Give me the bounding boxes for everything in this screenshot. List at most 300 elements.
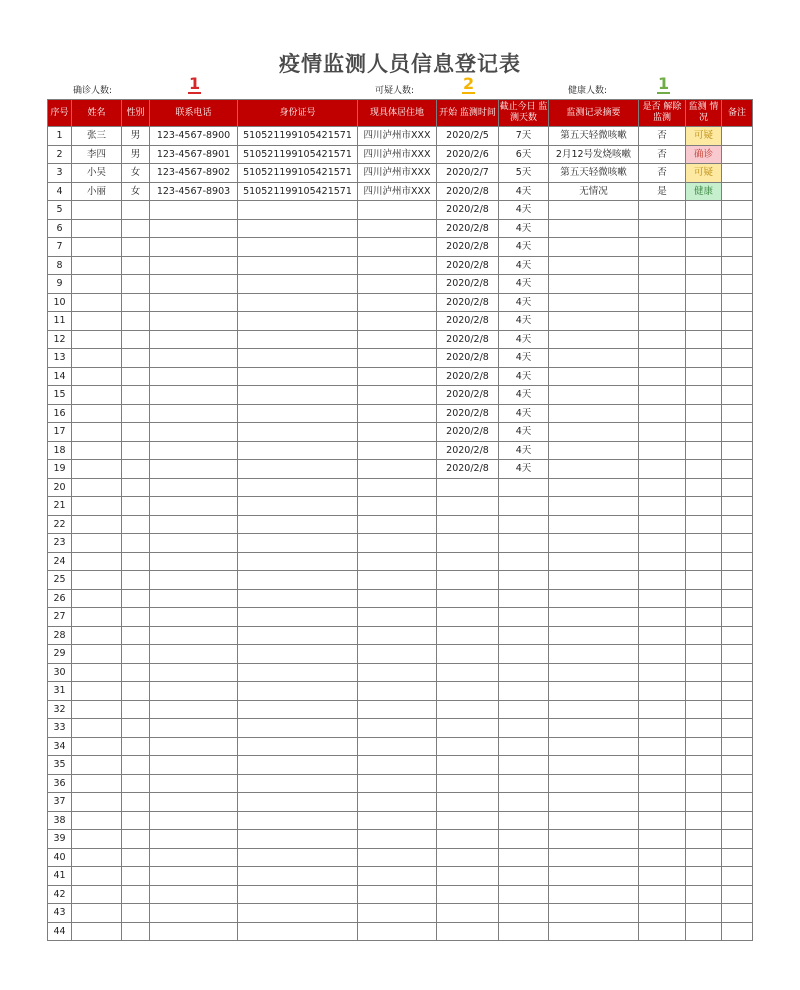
table-cell: 23 [48,534,72,553]
table-cell [358,645,437,664]
table-cell [437,645,499,664]
table-cell [722,201,753,220]
page-title: 疫情监测人员信息登记表 [279,52,521,76]
table-cell: 2020/2/8 [437,423,499,442]
status-cell [686,885,722,904]
status-cell [686,367,722,386]
table-cell [150,608,238,627]
table-row [48,774,753,793]
table-cell [639,515,686,534]
table-cell [549,793,639,812]
table-row [48,330,753,349]
table-cell: 27 [48,608,72,627]
status-cell: 可疑 [686,164,722,183]
suspect-count-value: 2 [463,74,475,93]
table-cell: 第五天轻微咳嗽 [549,127,639,146]
status-cell: 确诊 [686,145,722,164]
table-cell [72,460,122,479]
table-cell [549,571,639,590]
table-cell [499,719,549,738]
column-header: 监测 情况 [686,100,722,127]
table-cell [639,867,686,886]
register-table [47,99,753,941]
table-cell [639,367,686,386]
table-cell [437,497,499,516]
table-cell: 2020/2/8 [437,312,499,331]
table-cell [238,589,358,608]
table-cell [499,793,549,812]
table-cell: 2020/2/8 [437,330,499,349]
table-cell [122,700,150,719]
table-cell [150,867,238,886]
table-cell [549,293,639,312]
table-cell: 32 [48,700,72,719]
table-cell [150,552,238,571]
table-cell [549,645,639,664]
status-cell [686,219,722,238]
table-cell: 否 [639,127,686,146]
table-cell [122,367,150,386]
table-cell [72,201,122,220]
table-cell [499,589,549,608]
table-cell [549,423,639,442]
table-cell: 2020/2/8 [437,349,499,368]
table-cell [639,275,686,294]
table-cell: 24 [48,552,72,571]
table-cell [150,663,238,682]
table-row [48,645,753,664]
table-cell: 123-4567-8901 [150,145,238,164]
table-cell: 男 [122,127,150,146]
table-cell [549,663,639,682]
table-cell [722,330,753,349]
table-cell [722,275,753,294]
table-cell [72,848,122,867]
column-header: 备注 [722,100,753,127]
table-cell [72,386,122,405]
table-cell [639,589,686,608]
table-cell [72,811,122,830]
table-cell [358,515,437,534]
table-cell [72,238,122,257]
table-cell [549,478,639,497]
table-cell [238,867,358,886]
table-cell [238,756,358,775]
table-cell [639,682,686,701]
table-cell [639,885,686,904]
table-cell: 31 [48,682,72,701]
table-cell [358,423,437,442]
table-cell [639,904,686,923]
table-cell [150,460,238,479]
table-cell [150,238,238,257]
table-row [48,145,753,164]
table-cell [722,534,753,553]
table-cell [437,793,499,812]
table-cell [150,793,238,812]
table-cell [238,682,358,701]
table-cell [549,626,639,645]
table-cell: 42 [48,885,72,904]
table-cell [549,256,639,275]
table-cell [72,515,122,534]
table-cell [639,756,686,775]
status-cell [686,571,722,590]
table-cell [499,626,549,645]
table-cell: 2020/2/7 [437,164,499,183]
table-cell [499,756,549,775]
column-header: 姓名 [72,100,122,127]
status-cell [686,330,722,349]
table-cell [238,848,358,867]
table-cell [722,293,753,312]
table-cell: 20 [48,478,72,497]
table-row [48,515,753,534]
table-cell [639,460,686,479]
table-cell [722,756,753,775]
table-cell [122,201,150,220]
table-cell [437,774,499,793]
table-cell: 123-4567-8903 [150,182,238,201]
table-cell [358,904,437,923]
table-cell [549,774,639,793]
table-cell: 4天 [499,312,549,331]
table-cell [722,478,753,497]
table-cell: 四川泸州市XXX [358,127,437,146]
table-cell [122,737,150,756]
table-cell [238,423,358,442]
table-cell [358,238,437,257]
table-cell [437,478,499,497]
table-row [48,756,753,775]
table-cell: 6 [48,219,72,238]
table-cell [122,256,150,275]
table-cell [722,127,753,146]
table-cell [72,922,122,941]
table-cell [549,515,639,534]
status-cell [686,830,722,849]
column-header: 身份证号 [238,100,358,127]
table-cell [238,330,358,349]
status-cell [686,497,722,516]
table-cell [499,478,549,497]
table-cell [122,219,150,238]
table-cell [639,719,686,738]
table-cell [722,571,753,590]
table-cell [639,256,686,275]
table-cell [122,497,150,516]
table-cell [499,552,549,571]
table-cell [72,275,122,294]
table-body [48,127,753,941]
table-cell [639,663,686,682]
table-cell [358,256,437,275]
table-cell [722,367,753,386]
table-cell [122,386,150,405]
table-cell [72,737,122,756]
status-cell [686,441,722,460]
table-cell: 14 [48,367,72,386]
table-cell: 4天 [499,293,549,312]
table-cell: 5天 [499,164,549,183]
table-cell [150,386,238,405]
table-cell: 小丽 [72,182,122,201]
table-cell [722,164,753,183]
table-cell [358,793,437,812]
table-cell: 37 [48,793,72,812]
table-cell [150,349,238,368]
table-row [48,830,753,849]
table-cell: 4 [48,182,72,201]
table-cell: 女 [122,182,150,201]
table-cell: 4天 [499,423,549,442]
table-cell: 4天 [499,256,549,275]
table-cell [358,312,437,331]
table-cell [122,441,150,460]
table-cell [122,478,150,497]
table-cell: 29 [48,645,72,664]
table-cell [238,885,358,904]
table-cell [358,367,437,386]
status-cell [686,645,722,664]
table-cell [437,848,499,867]
table-cell: 4天 [499,386,549,405]
healthy-count-label: 健康人数: [568,86,608,96]
table-cell [238,737,358,756]
table-cell [358,719,437,738]
table-cell [499,515,549,534]
table-cell [549,349,639,368]
table-cell [437,534,499,553]
table-cell [150,811,238,830]
table-cell [238,201,358,220]
table-cell [72,330,122,349]
table-cell [639,645,686,664]
table-cell [358,608,437,627]
table-cell [549,201,639,220]
healthy-count-value: 1 [658,74,670,93]
table-cell [722,423,753,442]
table-cell [722,904,753,923]
table-cell [150,922,238,941]
table-row [48,867,753,886]
table-cell [499,811,549,830]
table-cell [122,589,150,608]
table-cell [150,904,238,923]
table-cell [499,700,549,719]
table-cell [549,219,639,238]
table-header-row [48,100,753,127]
table-cell [437,700,499,719]
table-cell: 510521199105421571 [238,164,358,183]
status-cell [686,552,722,571]
table-cell [150,293,238,312]
table-cell [722,386,753,405]
column-header: 是否 解除监测 [639,100,686,127]
table-cell: 3 [48,164,72,183]
table-cell [722,700,753,719]
status-cell [686,719,722,738]
table-cell [722,682,753,701]
table-cell [122,238,150,257]
table-row [48,460,753,479]
status-cell [686,460,722,479]
table-cell [437,589,499,608]
table-cell [238,367,358,386]
status-cell: 健康 [686,182,722,201]
status-cell [686,700,722,719]
table-row [48,571,753,590]
table-cell [722,145,753,164]
table-cell [499,904,549,923]
table-cell [122,312,150,331]
table-cell [437,608,499,627]
table-cell [150,830,238,849]
status-cell [686,774,722,793]
table-cell [122,830,150,849]
table-cell [238,515,358,534]
table-cell: 2月12号发烧咳嗽 [549,145,639,164]
table-cell [238,830,358,849]
table-cell [122,423,150,442]
table-cell: 第五天轻微咳嗽 [549,164,639,183]
table-cell [499,922,549,941]
table-cell [72,774,122,793]
table-cell [358,293,437,312]
table-cell [549,756,639,775]
table-cell [722,608,753,627]
table-cell [722,256,753,275]
table-cell [549,885,639,904]
table-cell [238,922,358,941]
table-cell: 25 [48,571,72,590]
table-cell: 女 [122,164,150,183]
table-cell: 510521199105421571 [238,182,358,201]
table-cell [238,293,358,312]
table-cell [639,293,686,312]
status-cell [686,737,722,756]
confirmed-count-value: 1 [189,74,201,93]
table-cell [238,811,358,830]
table-cell [358,589,437,608]
table-cell [238,497,358,516]
table-cell [549,719,639,738]
table-cell: 2020/2/8 [437,441,499,460]
table-cell [72,367,122,386]
table-cell [122,774,150,793]
table-cell: 510521199105421571 [238,145,358,164]
status-cell [686,922,722,941]
table-cell [499,848,549,867]
table-row [48,404,753,423]
table-cell [549,867,639,886]
table-cell: 21 [48,497,72,516]
table-row [48,127,753,146]
table-cell [639,404,686,423]
table-cell [122,793,150,812]
status-cell [686,682,722,701]
table-cell [72,349,122,368]
table-cell [358,219,437,238]
table-cell: 43 [48,904,72,923]
table-cell [722,719,753,738]
table-cell: 39 [48,830,72,849]
table-cell: 4天 [499,182,549,201]
table-cell [150,312,238,331]
table-row [48,608,753,627]
table-cell [722,885,753,904]
table-cell [150,367,238,386]
table-cell [722,922,753,941]
table-cell: 男 [122,145,150,164]
table-cell [639,201,686,220]
table-cell [549,312,639,331]
table-cell [358,460,437,479]
table-cell [549,608,639,627]
table-row [48,904,753,923]
table-cell: 张三 [72,127,122,146]
table-cell [639,552,686,571]
table-cell [358,885,437,904]
table-cell [72,423,122,442]
table-cell [639,700,686,719]
table-cell: 是 [639,182,686,201]
table-row [48,293,753,312]
table-cell [549,330,639,349]
table-cell [238,460,358,479]
table-cell [358,330,437,349]
table-cell [72,478,122,497]
table-cell [499,663,549,682]
table-cell [639,386,686,405]
status-cell: 可疑 [686,127,722,146]
table-cell [499,534,549,553]
table-cell [72,682,122,701]
table-cell [122,719,150,738]
status-cell [686,793,722,812]
table-cell [122,571,150,590]
table-cell [639,423,686,442]
table-cell [358,626,437,645]
table-cell [238,608,358,627]
table-cell: 41 [48,867,72,886]
table-cell: 34 [48,737,72,756]
table-cell [122,293,150,312]
table-cell: 6天 [499,145,549,164]
table-cell [549,737,639,756]
table-cell: 2020/2/8 [437,275,499,294]
table-cell [499,774,549,793]
table-cell [437,626,499,645]
table-cell: 2020/2/6 [437,145,499,164]
table-cell [150,330,238,349]
table-row [48,386,753,405]
table-cell: 4天 [499,238,549,257]
table-cell [358,700,437,719]
table-cell: 2 [48,145,72,164]
table-cell [499,682,549,701]
table-cell: 4天 [499,201,549,220]
table-cell [72,608,122,627]
table-cell [238,552,358,571]
table-cell [72,219,122,238]
table-cell [150,423,238,442]
status-cell [686,811,722,830]
table-cell [549,386,639,405]
table-cell [150,219,238,238]
column-header: 现具体居住地 [358,100,437,127]
table-cell [437,904,499,923]
